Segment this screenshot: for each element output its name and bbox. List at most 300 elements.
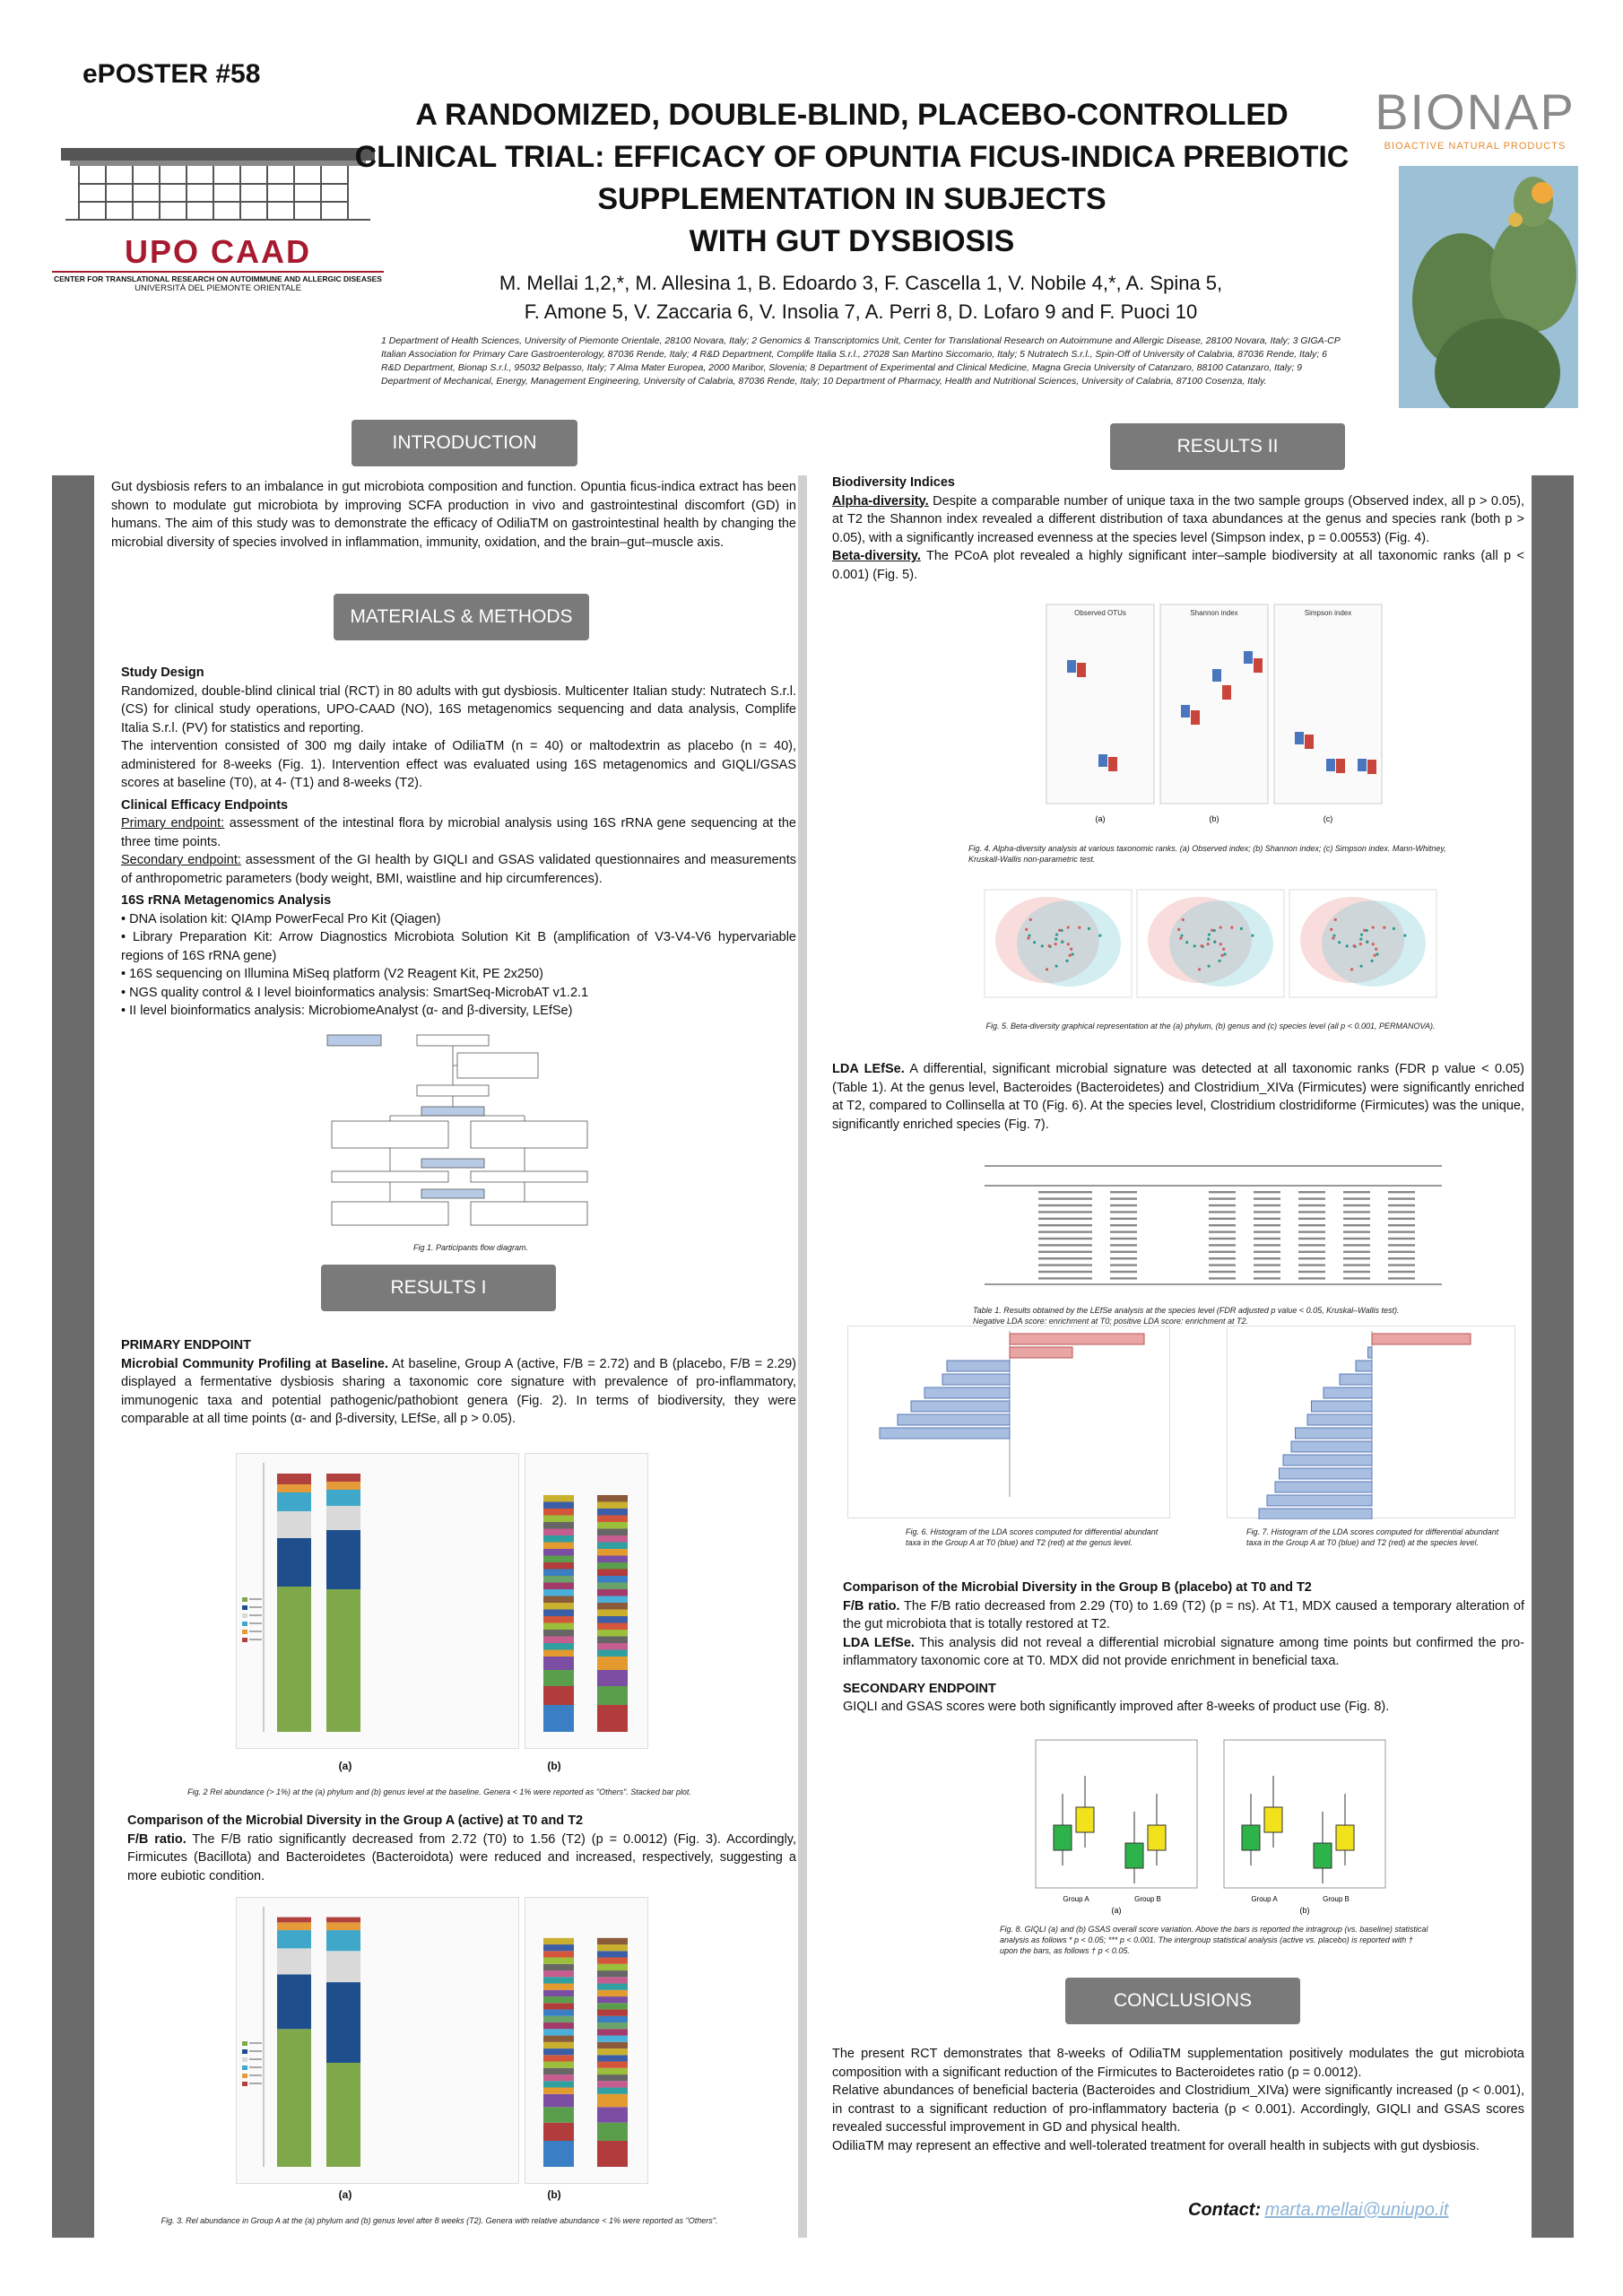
pcoa-point bbox=[1041, 944, 1044, 947]
table-cell bbox=[1254, 1277, 1280, 1279]
lda-bar-t0 bbox=[898, 1414, 1010, 1425]
legend-label bbox=[249, 2083, 262, 2084]
fig6-svg bbox=[848, 1326, 1171, 1519]
table-cell bbox=[1298, 1277, 1325, 1279]
genus-segment bbox=[543, 1964, 574, 1970]
table-cell bbox=[1343, 1197, 1370, 1199]
genus-segment bbox=[597, 1549, 628, 1556]
pcoa-point bbox=[1403, 935, 1406, 937]
panel bbox=[1224, 1740, 1385, 1888]
fig2a-svg bbox=[237, 1454, 520, 1750]
section-header-results1: RESULTS I bbox=[321, 1265, 556, 1311]
panel-label: (a) bbox=[1095, 814, 1106, 823]
genus-segment bbox=[543, 2055, 574, 2061]
genus-segment bbox=[543, 2123, 574, 2141]
fbB-heading: F/B ratio. bbox=[843, 1598, 900, 1613]
lda-bar-t0 bbox=[1275, 1482, 1372, 1492]
lda-bar-t0 bbox=[1267, 1495, 1372, 1506]
genus-segment bbox=[597, 1623, 628, 1631]
table-cell bbox=[1209, 1244, 1236, 1246]
genus-segment bbox=[597, 1616, 628, 1623]
genus-segment bbox=[543, 1990, 574, 1996]
genus-segment bbox=[597, 1984, 628, 1990]
pcoa-point bbox=[1078, 926, 1081, 929]
genus-segment bbox=[543, 1650, 574, 1657]
groupA-block bbox=[127, 1812, 796, 1885]
genus-segment bbox=[597, 1543, 628, 1550]
table-cell bbox=[1110, 1257, 1137, 1259]
genus-segment bbox=[543, 1495, 574, 1502]
pcoa-point bbox=[1180, 935, 1183, 937]
genus-segment bbox=[543, 1589, 574, 1596]
conclusions-p2: Relative abundances of beneficial bacteria (Bacteroides and Clostridium_XIVa) were significantly increased (p < 0.001), in contrast to a significant reduction of pro-inflammatory bacteria (p < 0.001). Accordingly, GIQLI and GSAS scores revealed successful improvement in GD and physical health. bbox=[832, 2083, 1524, 2135]
fig2-label-b: (b) bbox=[547, 1760, 561, 1772]
pcoa-point bbox=[1219, 943, 1222, 945]
table-cell bbox=[1343, 1277, 1370, 1279]
genus-segment bbox=[597, 1637, 628, 1644]
bionap-logo bbox=[1372, 83, 1578, 152]
lda-bar-t0 bbox=[947, 1361, 1010, 1371]
results1-primary bbox=[121, 1336, 796, 1429]
genus-segment bbox=[597, 2062, 628, 2068]
table-cell bbox=[1209, 1251, 1236, 1253]
table-cell bbox=[1298, 1205, 1325, 1206]
lda-bar-t0 bbox=[1340, 1374, 1372, 1385]
table-cell bbox=[1298, 1224, 1325, 1226]
genus-segment bbox=[543, 1938, 574, 1944]
table-cell bbox=[1388, 1244, 1415, 1246]
table-cell bbox=[1254, 1205, 1280, 1206]
conclusions-block bbox=[832, 2045, 1524, 2155]
pcoa-point bbox=[1088, 927, 1090, 930]
table-cell bbox=[1209, 1277, 1236, 1279]
pcoa-point bbox=[1213, 941, 1216, 944]
fig2-phylum-chart bbox=[236, 1453, 519, 1749]
lefse-text: A differential, significant microbial signature was detected at all taxonomic ranks (FDR p value < 0.05) (Table 1). At the genus level, Bacteroides (Bacteroidetes) and Clostridium_XIVa (Firmicutes) were significantly enriched at T2, compared to Collinsella at T0 (Fig. 6). At the species level, Clostridium clostridiforme (Firmicutes) was the unique, significantly enriched species (Fig. 7). bbox=[832, 1062, 1524, 1132]
genus-segment bbox=[597, 1603, 628, 1610]
box bbox=[1314, 1843, 1332, 1868]
pcoa-point bbox=[1370, 960, 1373, 962]
legend-swatch bbox=[242, 2049, 247, 2054]
lda-bar-t0 bbox=[942, 1374, 1010, 1385]
table-cell bbox=[1110, 1224, 1137, 1226]
pcoa-point bbox=[1177, 928, 1180, 931]
profiling-heading: Microbial Community Profiling at Baseline. bbox=[121, 1356, 388, 1371]
section-header-methods: MATERIALS & METHODS bbox=[334, 594, 589, 640]
box-t2 bbox=[1222, 685, 1231, 700]
legend-swatch bbox=[242, 2041, 247, 2046]
genus-segment bbox=[543, 2141, 574, 2167]
table-cell bbox=[1388, 1231, 1415, 1232]
kit-item-4: • NGS quality control & I level bioinformatics analysis: SmartSeq-MicrobAT v1.2.1 bbox=[121, 985, 589, 1000]
lda-bar-t0 bbox=[1280, 1468, 1373, 1479]
legend-label bbox=[249, 2066, 262, 2068]
table1-svg bbox=[985, 1159, 1442, 1293]
lda-bar-t2 bbox=[1010, 1347, 1072, 1358]
table-cell bbox=[1110, 1197, 1137, 1199]
box-t2 bbox=[1191, 710, 1200, 725]
stacked-bar-segment bbox=[277, 1511, 311, 1538]
pcoa-point bbox=[1207, 965, 1210, 968]
genus-segment bbox=[597, 1576, 628, 1583]
box bbox=[1336, 1825, 1354, 1850]
genus-segment bbox=[597, 1964, 628, 1970]
pcoa-point bbox=[1223, 952, 1226, 955]
pcoa-point bbox=[1372, 926, 1375, 928]
fig4-alpha-diversity bbox=[1045, 603, 1385, 827]
pcoa-point bbox=[1070, 948, 1072, 951]
pcoa-point bbox=[1055, 943, 1057, 945]
panel-label: (a) bbox=[1111, 1906, 1122, 1915]
group-b-label: Group B bbox=[1323, 1895, 1350, 1903]
genus-segment bbox=[543, 1562, 574, 1570]
stacked-bar-segment bbox=[277, 1587, 311, 1732]
box-t2 bbox=[1108, 757, 1117, 771]
secondary-endpoint bbox=[121, 851, 796, 888]
authors bbox=[377, 269, 1345, 326]
pcoa-point bbox=[1029, 918, 1032, 921]
pcoa-point bbox=[1230, 926, 1233, 929]
fig3-genus-chart bbox=[525, 1897, 648, 2184]
intervention-text: The intervention consisted of 300 mg daily intake of OdiliaTM (n = 40) or maltodextrin as placebo (n = 40), administered for 8-weeks (Fig. 1). Intervention effect was evaluated using 16S metagenomics and GIQLI/GSAS scores at baseline (T0), at 4- (T1) and 8-weeks (T2). bbox=[121, 739, 796, 790]
pcoa-point bbox=[1027, 936, 1029, 939]
genus-segment bbox=[543, 1583, 574, 1590]
genus-segment bbox=[543, 2036, 574, 2042]
table-cell bbox=[1209, 1197, 1236, 1199]
genus-segment bbox=[597, 1596, 628, 1604]
stacked-bar-segment bbox=[277, 2029, 311, 2167]
legend-label bbox=[249, 2074, 262, 2076]
stacked-bar-segment bbox=[277, 1948, 311, 1974]
flow-diagram-svg bbox=[318, 1031, 623, 1238]
box-t0 bbox=[1067, 660, 1076, 673]
genus-segment bbox=[597, 1630, 628, 1637]
fig7-lda-species bbox=[1227, 1326, 1515, 1518]
table-cell bbox=[1038, 1197, 1092, 1199]
kit-heading: 16S rRNA Metagenomics Analysis bbox=[121, 893, 332, 908]
genus-segment bbox=[543, 2048, 574, 2055]
table-cell bbox=[1038, 1251, 1092, 1253]
genus-segment bbox=[543, 2029, 574, 2035]
pcoa-point bbox=[1353, 944, 1356, 947]
study-design-heading: Study Design bbox=[121, 665, 204, 680]
stacked-bar-segment bbox=[277, 1974, 311, 2029]
table-cell bbox=[1038, 1264, 1092, 1265]
pcoa-point bbox=[1383, 926, 1385, 929]
genus-segment bbox=[597, 1570, 628, 1577]
pcoa-point bbox=[1048, 944, 1051, 947]
bionap-name: BIONAP bbox=[1375, 83, 1575, 140]
lefseB-paragraph bbox=[843, 1634, 1524, 1671]
primary-endpoint bbox=[121, 814, 796, 851]
lda-bar-t0 bbox=[880, 1428, 1010, 1439]
pcoa-point bbox=[1028, 935, 1030, 937]
pcoa-point bbox=[1179, 936, 1182, 939]
genus-segment bbox=[597, 2042, 628, 2048]
genus-segment bbox=[597, 2022, 628, 2029]
table-cell bbox=[1343, 1271, 1370, 1273]
stacked-bar-segment bbox=[326, 1490, 360, 1506]
intro-text: Gut dysbiosis refers to an imbalance in gut microbiota composition and function. Opuntia ficus-indica extract has been shown to modulate gut microbiota by improving SCFA production in vivo and gastrointestinal discomfort (GD) in humans. The aim of this study was to demonstrate the efficacy of OdiliaTM on gastrointestinal health by changing the microbial diversity of species involved in inflammation, immunity, oxidation, and the brain–gut–muscle axis. bbox=[111, 480, 796, 550]
box bbox=[1242, 1825, 1260, 1850]
lefse-paragraph bbox=[832, 1060, 1524, 1134]
genus-segment bbox=[597, 1650, 628, 1657]
kit-item-5: • II level bioinformatics analysis: MicrobiomeAnalyst (α- and β-diversity, LEfSe) bbox=[121, 1004, 573, 1018]
genus-segment bbox=[597, 2088, 628, 2094]
pcoa-point bbox=[1360, 933, 1363, 935]
stacked-bar-segment bbox=[326, 1922, 360, 1930]
table-cell bbox=[1298, 1211, 1325, 1213]
table-cell bbox=[1110, 1231, 1137, 1232]
table-cell bbox=[1388, 1211, 1415, 1213]
genus-segment bbox=[597, 1495, 628, 1502]
table-cell bbox=[1254, 1251, 1280, 1253]
fig8-caption: Fig. 8. GIQLI (a) and (b) GSAS overall score variation. Above the bars is reported the intragroup (vs. baseline) statistical analysis as follows * p < 0.05; *** p < 0.001. The intergroup statistical analysis (active vs. placebo) is reported with † upon the bars, as follows † p < 0.05. bbox=[1000, 1925, 1428, 1955]
fig3-phylum-chart bbox=[236, 1897, 519, 2184]
table-cell bbox=[1298, 1264, 1325, 1265]
legend-label bbox=[249, 1631, 262, 1632]
genus-segment bbox=[597, 1990, 628, 1996]
genus-segment bbox=[597, 2036, 628, 2042]
contact-email[interactable]: marta.mellai@uniupo.it bbox=[1264, 2200, 1449, 2220]
genus-segment bbox=[597, 1686, 628, 1705]
table1-caption: Table 1. Results obtained by the LEfSe analysis at the species level (FDR adjusted p value < 0.05, Kruskal–Wallis test). Negative LDA score: enrichment at T0; positive LDA score: enrichment at T2. bbox=[973, 1306, 1400, 1326]
group-a-label: Group A bbox=[1251, 1895, 1278, 1903]
table-cell bbox=[1388, 1224, 1415, 1226]
table-cell bbox=[1038, 1218, 1092, 1220]
kit-item-3: • 16S sequencing on Illumina MiSeq platform (V2 Reagent Kit, PE 2x250) bbox=[121, 967, 543, 981]
table-cell bbox=[1110, 1251, 1137, 1253]
genus-segment bbox=[597, 1958, 628, 1964]
genus-segment bbox=[543, 2022, 574, 2029]
table-cell bbox=[1388, 1257, 1415, 1259]
genus-segment bbox=[543, 2094, 574, 2108]
table-cell bbox=[1254, 1197, 1280, 1199]
genus-segment bbox=[543, 1616, 574, 1623]
table-cell bbox=[1209, 1238, 1236, 1239]
lda-bar-t0 bbox=[1296, 1428, 1373, 1439]
pcoa-point bbox=[1208, 933, 1211, 935]
table-cell bbox=[1343, 1264, 1370, 1265]
genus-segment bbox=[597, 2010, 628, 2016]
pcoa-point bbox=[1207, 938, 1210, 941]
pcoa-point bbox=[1376, 952, 1378, 955]
genus-segment bbox=[597, 1529, 628, 1536]
pcoa-point bbox=[1359, 938, 1362, 941]
stacked-bar-segment bbox=[277, 1538, 311, 1587]
genus-segment bbox=[543, 1549, 574, 1556]
genus-segment bbox=[543, 2042, 574, 2048]
groupB-block bbox=[843, 1578, 1524, 1717]
genus-segment bbox=[543, 1610, 574, 1617]
beta-text: The PCoA plot revealed a highly significant inter–sample biodiversity at all taxonomic ranks (all p < 0.001) (Fig. 5). bbox=[832, 549, 1524, 582]
box bbox=[1148, 1825, 1166, 1850]
genus-segment bbox=[597, 1977, 628, 1983]
legend-swatch bbox=[242, 1638, 247, 1642]
box-t0 bbox=[1295, 732, 1304, 744]
pcoa-point bbox=[1033, 941, 1036, 944]
section-header-results2: RESULTS II bbox=[1110, 423, 1345, 470]
pcoa-point bbox=[1359, 943, 1362, 945]
table-cell bbox=[1110, 1218, 1137, 1220]
table-cell bbox=[1343, 1251, 1370, 1253]
table-cell bbox=[1298, 1244, 1325, 1246]
bionap-tagline: BIOACTIVE NATURAL PRODUCTS bbox=[1384, 141, 1567, 152]
pcoa-point bbox=[1218, 960, 1220, 962]
stacked-bar-segment bbox=[326, 1930, 360, 1951]
study-design-text: Randomized, double-blind clinical trial (RCT) in 80 adults with gut dysbiosis. Multicenter Italian study: Nutratech S.r.l. (CS) for clinical study operations, UPO-CAAD (NO), 16S metagenomics sequencing and data analysis, Complife Italia S.r.l. (PV) for statistics and reporting. bbox=[121, 683, 796, 735]
table-cell bbox=[1388, 1238, 1415, 1239]
table-cell bbox=[1343, 1211, 1370, 1213]
section-header-conclusions: CONCLUSIONS bbox=[1065, 1978, 1300, 2024]
secondary-endpoint-label: Secondary endpoint: bbox=[121, 853, 241, 867]
stacked-bar-segment bbox=[277, 1922, 311, 1930]
legend-label bbox=[249, 1598, 262, 1600]
stacked-bar-segment bbox=[326, 1589, 360, 1732]
genus-segment bbox=[597, 1996, 628, 2003]
legend-label bbox=[249, 1622, 262, 1624]
table-cell bbox=[1110, 1271, 1137, 1273]
table-cell bbox=[1254, 1191, 1280, 1193]
fig2-label-a: (a) bbox=[338, 1760, 352, 1772]
fig7-svg bbox=[1228, 1326, 1516, 1519]
stacked-bar-segment bbox=[326, 1474, 360, 1482]
genus-segment bbox=[543, 1637, 574, 1644]
alpha-text: Despite a comparable number of unique taxa in the two sample groups (Observed index, all p > 0.05), at T2 the Shannon index revealed a different distribution of taxa abundances at the genus and species rank (both p > 0.05), with a significantly increased evenness at the species level (Simpson index, p = 0.00553) (Fig. 4). bbox=[832, 493, 1524, 545]
primary-endpoint-text: assessment of the intestinal flora by microbial analysis using 16S rRNA gene sequencing at the three time points. bbox=[121, 816, 796, 849]
fig7-caption: Fig. 7. Histogram of the LDA scores computed for differential abundant taxa in the Group A at T0 (blue) and T2 (red) at the species level. bbox=[1246, 1527, 1499, 1547]
stacked-bar-segment bbox=[326, 1918, 360, 1923]
fig5-beta-diversity bbox=[982, 888, 1444, 1009]
table-cell bbox=[1388, 1205, 1415, 1206]
pcoa-point bbox=[1061, 929, 1063, 932]
group-a-label: Group A bbox=[1063, 1895, 1089, 1903]
stacked-bar-segment bbox=[277, 1484, 311, 1492]
stacked-bar-segment bbox=[277, 1930, 311, 1948]
genus-segment bbox=[597, 1670, 628, 1686]
box-t0 bbox=[1181, 705, 1190, 718]
lda-bar-t0 bbox=[924, 1387, 1010, 1398]
table-cell bbox=[1038, 1224, 1092, 1226]
genus-segment bbox=[543, 1543, 574, 1550]
legend-swatch bbox=[242, 2082, 247, 2086]
table-cell bbox=[1388, 1191, 1415, 1193]
pcoa-point bbox=[1055, 933, 1058, 935]
table-cell bbox=[1038, 1191, 1092, 1193]
poster-number: ePOSTER #58 bbox=[82, 59, 261, 89]
table-cell bbox=[1038, 1277, 1092, 1279]
genus-segment bbox=[543, 1630, 574, 1637]
table-cell bbox=[1254, 1218, 1280, 1220]
pcoa-point bbox=[1201, 944, 1203, 947]
panel bbox=[1274, 604, 1382, 804]
fig3-caption: Fig. 3. Rel abundance in Group A at the (a) phylum and (b) genus level after 8 weeks (T2). Genera with relative abundance < 1% were reported as "Others". bbox=[161, 2216, 718, 2225]
table-cell bbox=[1388, 1218, 1415, 1220]
table-cell bbox=[1254, 1231, 1280, 1232]
legend-swatch bbox=[242, 1597, 247, 1602]
panel-title: Simpson index bbox=[1304, 609, 1352, 617]
pcoa-point bbox=[1207, 943, 1210, 945]
genus-segment bbox=[597, 1516, 628, 1523]
stacked-bar-segment bbox=[277, 1492, 311, 1511]
box-t2 bbox=[1077, 663, 1086, 677]
legend-label bbox=[249, 1639, 262, 1640]
table-cell bbox=[1343, 1238, 1370, 1239]
table-cell bbox=[1038, 1231, 1092, 1232]
pcoa-point bbox=[1332, 936, 1334, 939]
primary-endpoint-label: Primary endpoint: bbox=[121, 816, 225, 831]
box bbox=[1264, 1807, 1282, 1832]
genus-segment bbox=[597, 2016, 628, 2022]
pcoa-point bbox=[1219, 926, 1222, 928]
table-cell bbox=[1298, 1218, 1325, 1220]
legend-swatch bbox=[242, 1605, 247, 1610]
table-cell bbox=[1038, 1238, 1092, 1239]
table-cell bbox=[1038, 1244, 1092, 1246]
lda-bar-t0 bbox=[1259, 1509, 1372, 1519]
building-icon bbox=[52, 139, 384, 229]
table-cell bbox=[1388, 1197, 1415, 1199]
genus-segment bbox=[543, 2062, 574, 2068]
pcoa-point bbox=[1067, 943, 1070, 945]
pcoa-point bbox=[1061, 941, 1063, 944]
table-cell bbox=[1388, 1251, 1415, 1253]
center-divider bbox=[798, 475, 807, 2238]
authors-line-1: M. Mellai 1,2,*, M. Allesina 1, B. Edoardo 3, F. Cascella 1, V. Nobile 4,*, A. Spina 5, bbox=[499, 272, 1223, 294]
table-cell bbox=[1254, 1264, 1280, 1265]
table-cell bbox=[1298, 1271, 1325, 1273]
upo-caad-name: UPO CAAD bbox=[124, 233, 311, 270]
fb-heading: F/B ratio. bbox=[127, 1831, 187, 1847]
table-cell bbox=[1110, 1277, 1137, 1279]
genus-segment bbox=[543, 1522, 574, 1529]
cactus-icon bbox=[1399, 166, 1578, 408]
table-cell bbox=[1209, 1211, 1236, 1213]
genus-segment bbox=[597, 2074, 628, 2081]
genus-segment bbox=[597, 2081, 628, 2087]
pcoa-point bbox=[1393, 927, 1395, 930]
fig5-svg bbox=[982, 888, 1444, 1009]
genus-segment bbox=[543, 1958, 574, 1964]
fig8-svg bbox=[1027, 1735, 1394, 1915]
pcoa-point bbox=[1366, 941, 1368, 944]
genus-segment bbox=[543, 1623, 574, 1631]
fig3b-svg bbox=[525, 1898, 649, 2185]
legend-swatch bbox=[242, 1613, 247, 1618]
contact-label: Contact: bbox=[1188, 2200, 1262, 2220]
genus-segment bbox=[543, 1603, 574, 1610]
genus-segment bbox=[543, 1705, 574, 1732]
box bbox=[1054, 1825, 1072, 1850]
right-sidebar bbox=[1532, 475, 1574, 2238]
table-cell bbox=[1343, 1257, 1370, 1259]
table-cell bbox=[1388, 1277, 1415, 1279]
upo-caad-line2: UNIVERSITÀ DEL PIEMONTE ORIENTALE bbox=[135, 283, 301, 293]
fig6-lda-genus bbox=[847, 1326, 1170, 1518]
table-cell bbox=[1343, 1244, 1370, 1246]
pcoa-point bbox=[1213, 929, 1216, 932]
genus-segment bbox=[543, 2074, 574, 2081]
genus-segment bbox=[597, 1970, 628, 1977]
pcoa-point bbox=[1251, 935, 1254, 937]
contact bbox=[1188, 2200, 1448, 2221]
groupA-heading: Comparison of the Microbial Diversity in the Group A (active) at T0 and T2 bbox=[127, 1813, 584, 1828]
table-cell bbox=[1209, 1271, 1236, 1273]
fb-paragraph bbox=[127, 1831, 796, 1886]
table-cell bbox=[1298, 1197, 1325, 1199]
left-sidebar bbox=[52, 475, 94, 2238]
pcoa-point bbox=[1065, 960, 1068, 962]
